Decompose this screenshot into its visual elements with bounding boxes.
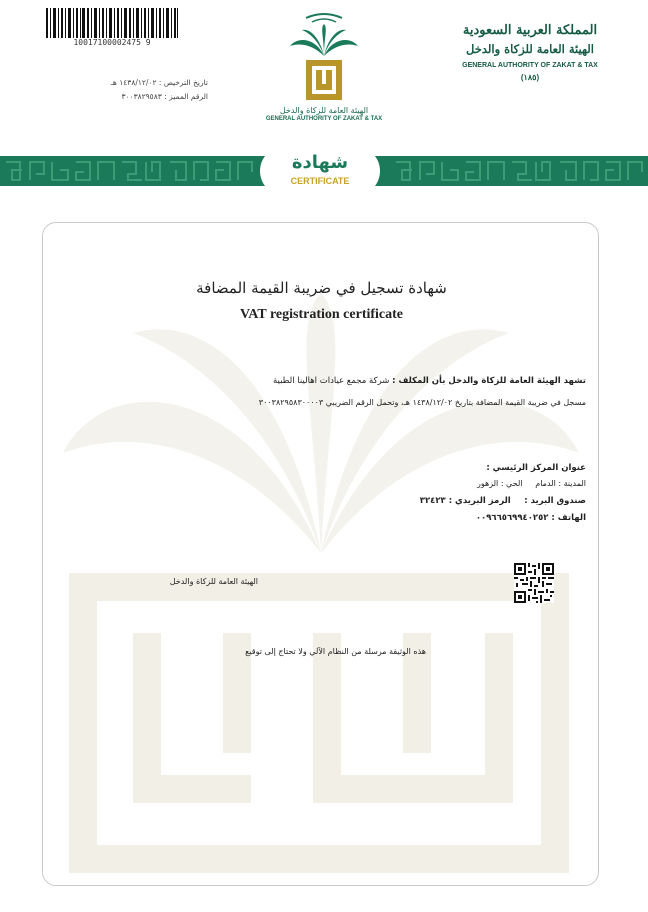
district: الحي : الزهور (476, 479, 523, 488)
address-city-line (477, 479, 586, 488)
badge-title-ar: شهادة (291, 152, 349, 173)
gazt-logo (262, 8, 386, 132)
certificate-title-ar: شهادة تسجيل في ضريبة القيمة المضافة (196, 279, 447, 297)
address-label: عنوان المركز الرئيسي : (486, 463, 586, 473)
kingdom-name: المملكة العربية السعودية (462, 23, 598, 38)
issuer-name: الهيئة العامة للزكاة والدخل (169, 577, 258, 586)
attest-label: تشهد الهيئة العامة للزكاة والدخل بأن المكلف : (392, 376, 586, 386)
license-meta (58, 76, 208, 104)
kingdom-emblem (440, 22, 620, 82)
taxpayer-name: شركة مجمع عيادات اهالينا الطبية (272, 376, 390, 386)
license-date (58, 76, 208, 90)
license-date-label: تاريخ الترخيص : (158, 78, 208, 87)
unique-number (58, 90, 208, 104)
center-authority-en: GENERAL AUTHORITY OF ZAKAT & TAX (265, 116, 383, 122)
qr-code (514, 563, 554, 603)
badge-title-en: CERTIFICATE (290, 176, 350, 186)
center-authority-ar: الهيئة العامة للزكاة والدخل (279, 106, 369, 115)
certificate-title-en: VAT registration certificate (239, 307, 404, 322)
registration-line: مسجل في ضريبة القيمة المضافة بتاريخ ١٤٣٨/١٢/٠٢ هـ، وتحمل الرقم الضريبي ٣٠٠٣٨٢٩٥٨٣٠٠٠٠٣ (258, 398, 586, 407)
palm-logo-icon (276, 8, 372, 104)
certificate-panel (42, 222, 599, 886)
authority-name-en: GENERAL AUTHORITY OF ZAKAT & TAX (462, 62, 598, 69)
po-box-label: صندوق البريد : (524, 496, 586, 506)
auto-generated-note: هذه الوثيقة مرسلة من النظام الآلي ولا تحتاج إلى توقيع (245, 647, 426, 656)
license-date-value: ١٤٣٨/١٢/٠٢ هـ (110, 78, 157, 87)
authority-number: (١٨٥) (520, 73, 540, 82)
postal-code: الرمز البريدي : ٣٢٤٢٣ (419, 496, 511, 506)
unique-number-label: الرقم المميز : (164, 92, 208, 101)
authority-name-ar: الهيئة العامة للزكاة والدخل (466, 42, 594, 56)
certificate-badge (262, 148, 378, 194)
barcode-number: 10017100002475 9 (46, 38, 178, 48)
phone-line: الهاتف : ٠٠٩٦٦٥٦٩٩٤٠٢٥٢ (475, 513, 586, 523)
attest-line (273, 376, 586, 386)
postal-line (420, 496, 586, 506)
unique-number-value: ٣٠٠٣٨٢٩٥٨٣ (121, 92, 162, 101)
city: المدينة : الدمام (535, 479, 586, 488)
